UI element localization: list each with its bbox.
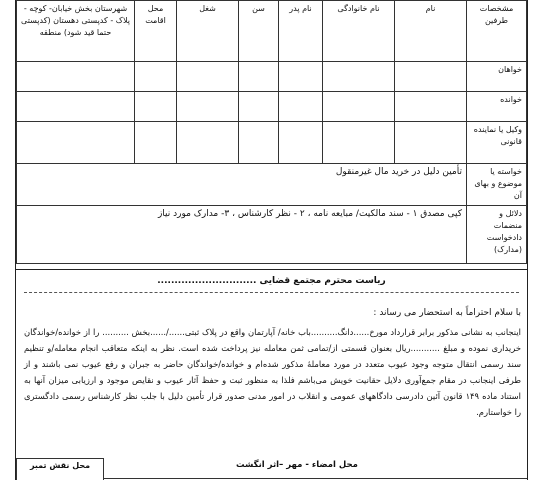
plaintiff-age-cell[interactable]	[239, 62, 279, 92]
label-request: خواسته یا موضوع و بهای آن	[467, 164, 527, 206]
divider	[24, 292, 519, 293]
addressee-title: ریاست محترم مجتمع قضایی .............................	[157, 276, 386, 286]
row-lawyer	[17, 122, 527, 164]
label-lawyer: وکیل یا نماینده قانونی	[467, 122, 527, 164]
header-name: نام	[395, 1, 467, 62]
header-address: شهرستان بخش خیابان- کوچه - پلاک - کدپستی دهستان (کدپستی حتما قید شود) منطقه	[17, 1, 135, 62]
lawyer-address-cell[interactable]	[17, 122, 135, 164]
label-defendant: خوانده	[467, 92, 527, 122]
table-header-row	[17, 1, 527, 62]
request-cell[interactable]	[17, 164, 467, 206]
header-residence: محل اقامت	[135, 1, 177, 62]
row-plaintiff	[17, 62, 527, 92]
defendant-age-cell[interactable]	[239, 92, 279, 122]
header-family: نام خانوادگی	[323, 1, 395, 62]
plaintiff-family-cell[interactable]	[323, 62, 395, 92]
signature-label: محل امضاء - مهر –اثر انگشت	[236, 460, 358, 470]
header-father: نام پدر	[279, 1, 323, 62]
label-plaintiff: خواهان	[467, 62, 527, 92]
lawyer-job-cell[interactable]	[177, 122, 239, 164]
plaintiff-job-cell[interactable]	[177, 62, 239, 92]
petition-paragraph: اینجانب به نشانی مذکور برابر قرارداد مورخ......دانگ..........باب خانه/ آپارتمان واقع در پلاک ثبتی....../......بخش .......... را از خوانده/خواندگان خریداری نموده و مبلغ ...........ریال بعنوان قسمتی از/تمامی ثمن معامله نیز پرداخت شده است. نظر به اینکه متعاقب انجام معامله/و تنظیم سند رسمی انتقال متوجه وجود عیوب متعدد در مورد معاملهٔ مذکور شده‌ام و خوانده/خواندگان حاضر به جبران و رفع عیوب نمی باشند و از طرفی اینجانب در مقام جمع‌آوری دلایل حقانیت خویش می‌باشم فلذا به منظور ثبت و حفظ آثار عیوب و نقایص موجود و ارزیابی میزان آنها به استناد ماده ۱۴۹ قانون آئین دادرسی دادگاههای عمومی و انقلاب در امور مدنی صدور قرار تأمین دلیل با جلب نظر کارشناس رسمی دادگستری را خواستارم.	[24, 327, 521, 417]
evidence-text: کپی مصدق ۱ - سند مالکیت/ مبایعه نامه ، ۲ - نظر کارشناس ، ۳- مدارک مورد نیاز	[157, 209, 462, 219]
plaintiff-residence-cell[interactable]	[135, 62, 177, 92]
petition-form	[15, 0, 530, 480]
evidence-cell[interactable]	[17, 206, 467, 264]
stamp-label: محل نقش تمبر	[29, 461, 91, 470]
lawyer-family-cell[interactable]	[323, 122, 395, 164]
request-text: تأمین دلیل در خرید مال غیرمنقول	[335, 167, 462, 177]
plaintiff-name-cell[interactable]	[395, 62, 467, 92]
lawyer-residence-cell[interactable]	[135, 122, 177, 164]
header-specs: مشخصات طرفین	[467, 1, 527, 62]
label-evidence: دلائل و منضمات دادخواست (مدارک)	[467, 206, 527, 264]
defendant-name-cell[interactable]	[395, 92, 467, 122]
header-age: سن	[239, 1, 279, 62]
lawyer-father-cell[interactable]	[279, 122, 323, 164]
defendant-address-cell[interactable]	[17, 92, 135, 122]
petition-body	[15, 270, 528, 480]
parties-table	[15, 0, 528, 270]
defendant-residence-cell[interactable]	[135, 92, 177, 122]
defendant-father-cell[interactable]	[279, 92, 323, 122]
plaintiff-father-cell[interactable]	[279, 62, 323, 92]
lawyer-name-cell[interactable]	[395, 122, 467, 164]
row-request	[17, 164, 527, 206]
header-job: شغل	[177, 1, 239, 62]
greeting: با سلام احتراماً به استحضار می رساند :	[373, 308, 521, 318]
row-evidence	[17, 206, 527, 264]
defendant-family-cell[interactable]	[323, 92, 395, 122]
stamp-box	[16, 458, 104, 480]
defendant-job-cell[interactable]	[177, 92, 239, 122]
lawyer-age-cell[interactable]	[239, 122, 279, 164]
bottom-rule	[104, 478, 527, 479]
row-defendant	[17, 92, 527, 122]
plaintiff-address-cell[interactable]	[17, 62, 135, 92]
